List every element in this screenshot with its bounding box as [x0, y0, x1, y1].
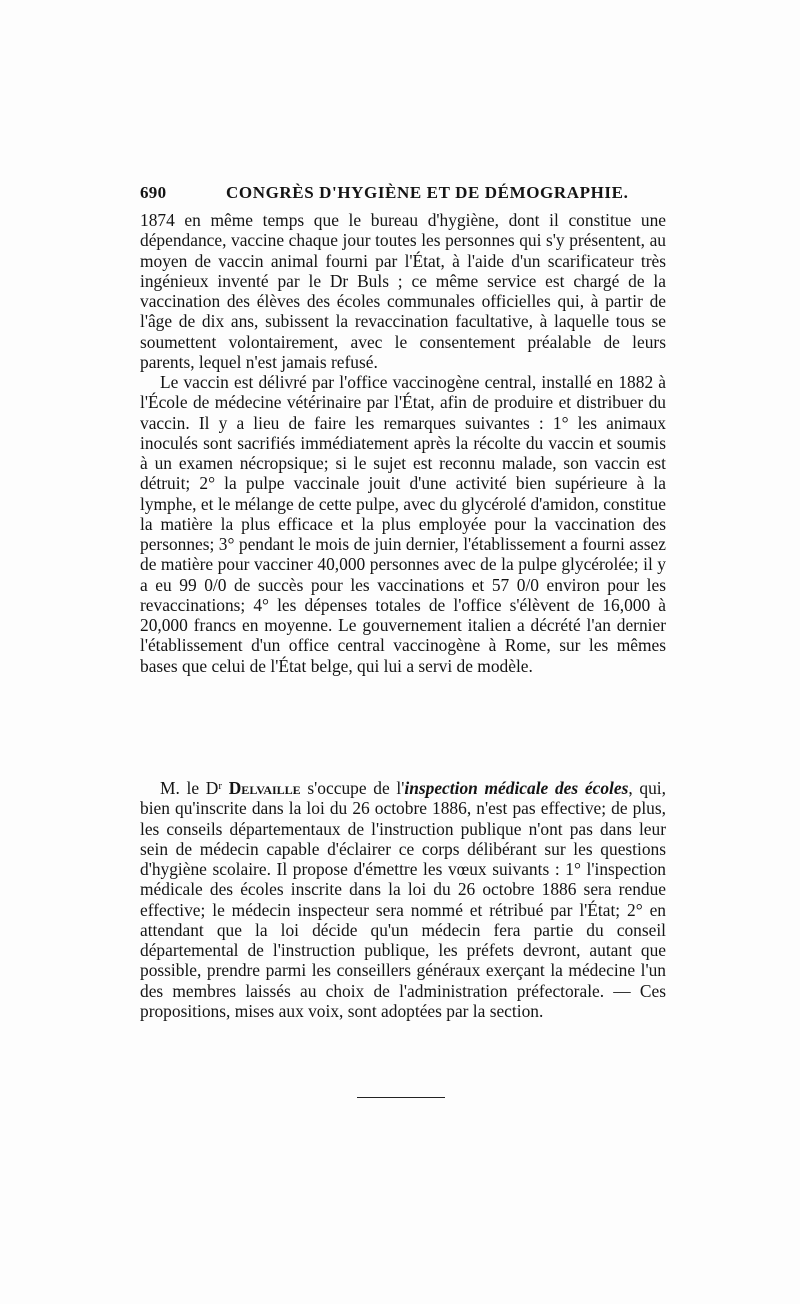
paragraph-continued: 1874 en même temps que le bureau d'hygiène, dont il constitue une dépendance, vaccine chaque jour toutes les personnes qui s'y présentent, au moyen de vaccin animal fourni par l'État, à l'aide d'un scarificateur très ingénieux inventé par le Dr Buls ; ce même service est chargé de la vaccination des élèves des écoles communales officielles qui, à partir de l'âge de dix ans, subissent la revaccination facultative, à laquelle tous se soumettent volontairement, avec le consentement préalable de leurs parents, lequel n'est jamais refusé.: [140, 210, 666, 372]
italic-topic: inspection médicale des écoles: [404, 778, 629, 798]
doctor-superscript: r: [218, 780, 223, 792]
page-header: [140, 183, 666, 209]
paragraph-vaccin-office: Le vaccin est délivré par l'office vaccinogène central, installé en 1882 à l'École de médecine vétérinaire par l'État, afin de produire et distribuer du vaccin. Il y a lieu de faire les remarques suivantes : 1° les animaux inoculés sont sacrifiés immédiatement après la récolte du vaccin et soumis à un examen nécropsique; si le sujet est reconnu malade, son vaccin est détruit; 2° la pulpe vaccinale jouit d'une activité bien supérieure à la lymphe, et le mélange de cette pulpe, avec du glycérolé d'amidon, constitue la matière la plus efficace et la plus employée pour la vaccination des personnes; 3° pendant le mois de juin dernier, l'établissement a fourni assez de matière pour vacciner 40,000 personnes avec de la pulpe glycérolée; il y a eu 99 0/0 de succès pour les vaccinations et 57 0/0 environ pour les revaccinations; 4° les dépenses totales de l'office s'élèvent de 16,000 à 20,000 francs en moyenne. Le gouvernement italien a décrété l'an dernier l'établissement d'un office central vaccinogène à Rome, sur les mêmes bases que celui de l'État belge, qui lui a servi de modèle.: [140, 372, 666, 676]
paragraph-connector: s'occupe de l': [300, 778, 405, 798]
text-block-delvaille: [140, 778, 666, 1021]
speaker-name: Delvaille: [228, 778, 301, 798]
running-title: CONGRÈS D'HYGIÈNE ET DE DÉMOGRAPHIE.: [226, 183, 629, 202]
text-block-vaccination: [140, 210, 666, 676]
page-number: 690: [140, 183, 167, 202]
paragraph-body: , qui, bien qu'inscrite dans la loi du 26 octobre 1886, n'est pas effective; de plus, les conseils départementaux de l'instruction publique n'ont pas dans leur sein de médecin capable d'éclairer ce corps délibérant sur les questions d'hygiène scolaire. Il propose d'émettre les vœux suivants : 1° l'inspection médicale des écoles inscrite dans la loi du 26 octobre 1886 sera rendue effective; le médecin inspecteur sera nommé et rétribué par l'État; 2° en attendant que la loi décide qu'un médecin fera partie du conseil départemental de l'instruction publique, les préfets devront, autant que possible, prendre parmi les conseillers généraux exerçant la médecine l'un des membres laissés au choix de l'administration préfectorale. — Ces propositions, mises aux voix, sont adoptées par la section.: [140, 778, 666, 1021]
section-divider-rule: [357, 1097, 445, 1098]
speaker-prefix: M. le D: [160, 778, 219, 798]
paragraph-delvaille: [140, 778, 666, 1021]
